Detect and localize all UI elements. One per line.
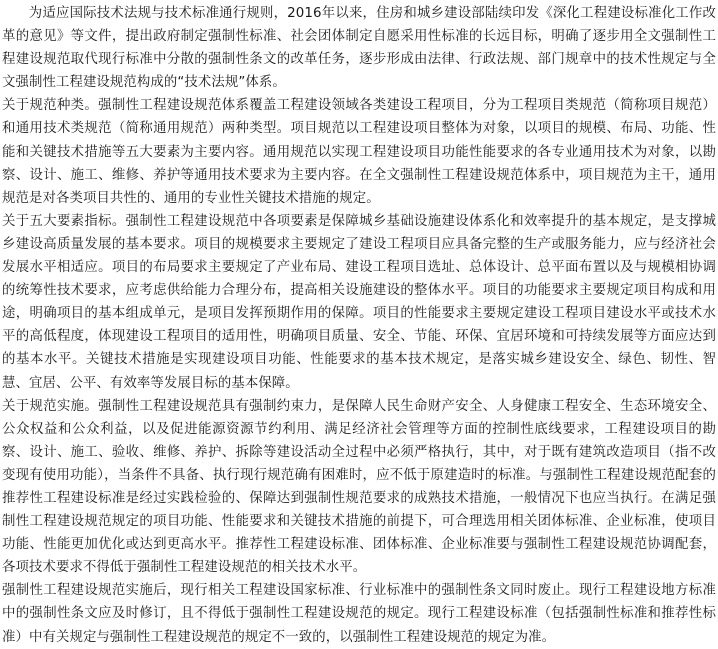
paragraph-spec-types: 关于规范种类。强制性工程建设规范体系覆盖工程建设领域各类建设工程项目，分为工程项目类规范（简称项目规范）和通用技术类规范（简称通用规范）两种类型。项目规范以工程建设项目整体为对象，以项目的规模、布局、功能、性能和关键技术措施等五大要素为主要内容。通用规范以实现工程建设项目功能性能要求的各专业通用技术为对象，以勘察、设计、施工、维修、养护等通用技术要求为主要内容。在全文强制性工程建设规范体系中，项目规范为主干，通用规范是对各类项目共性的、通用的专业性关键技术措施的规定。	[2, 98, 716, 206]
paragraph-implementation: 关于规范实施。强制性工程建设规范具有强制约束力，是保障人民生命财产安全、人身健康工程安全、生态环境安全、公众权益和公众利益，以及促进能源资源节约利用、满足经济社会管理等方面的控制性底线要求，工程建设项目的勘察、设计、施工、验收、维修、养护、拆除等建设活动全过程中必须严格执行，其中，对于既有建筑改造项目（指不改变现有使用功能），当条件不具备、执行现行规范确有困难时，应不低于原建造时的标准。与强制性工程建设规范配套的推荐性工程建设标准是经过实践检验的、保障达到强制性规范要求的成熟技术措施，一般情况下也应当执行。在满足强制性工程建设规范规定的项目功能、性能要求和关键技术措施的前提下，可合理选用相关团体标准、企业标准，使项目功能、性能更加优化或达到更高水平。推荐性工程建设标准、团体标准、企业标准要与强制性工程建设规范协调配套，各项技术要求不得低于强制性工程建设规范的相关技术水平。	[2, 398, 716, 576]
paragraph-intro: 为适应国际技术法规与技术标准通行规则，2016年以来，住房和城乡建设部陆续印发《深化工程建设标准化工作改革的意见》等文件，提出政府制定强制性标准、社会团体制定自愿采用性标准的长远目标，明确了逐步用全文强制性工程建设规范取代现行标准中分散的强制性条文的改革任务，逐步形成由法律、行政法规、部门规章中的技术性规定与全文强制性工程建设规范构成的“技术法规”体系。	[2, 6, 716, 91]
paragraph-abolition: 强制性工程建设规范实施后，现行相关工程建设国家标准、行业标准中的强制性条文同时废止。现行工程建设地方标准中的强制性条文应及时修订，且不得低于强制性工程建设规范的规定。现行工程建设标准（包括强制性标准和推荐性标准）中有关规定与强制性工程建设规范的规定不一致的，以强制性工程建设规范的规定为准。	[2, 583, 716, 645]
paragraph-five-elements: 关于五大要素指标。强制性工程建设规范中各项要素是保障城乡基础设施建设体系化和效率提升的基本规定，是支撑城乡建设高质量发展的基本要求。项目的规模要求主要规定了建设工程项目应具备完整的生产或服务能力，应与经济社会发展水平相适应。项目的布局要求主要规定了产业布局、建设工程项目选址、总体设计、总平面布置以及与规模相协调的统筹性技术要求，应考虑供给能力合理分布，提高相关设施建设的整体水平。项目的功能要求主要规定项目构成和用途，明确项目的基本组成单元，是项目发挥预期作用的保障。项目的性能要求主要规定建设工程项目建设水平或技术水平的高低程度，体现建设工程项目的适用性，明确项目质量、安全、节能、环保、宜居环境和可持续发展等方面应达到的基本水平。关键技术措施是实现建设项目功能、性能要求的基本技术规定，是落实城乡建设安全、绿色、韧性、智慧、宜居、公平、有效率等发展目标的基本保障。	[2, 213, 716, 391]
